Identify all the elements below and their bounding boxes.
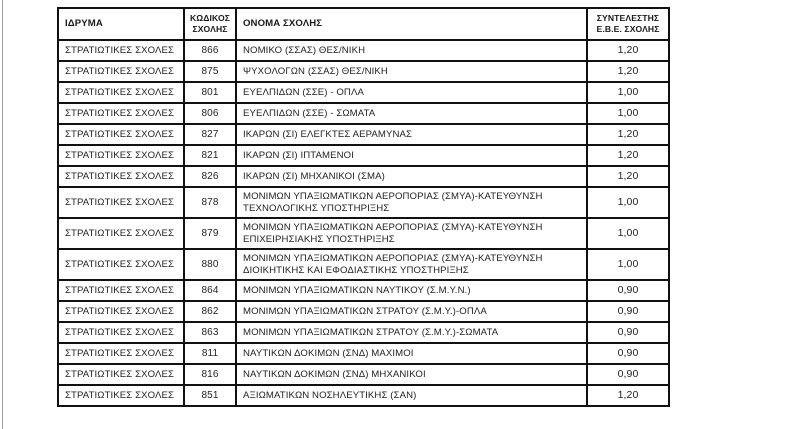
cell-coefficient: 1,20: [587, 385, 669, 406]
table-row: [58, 166, 669, 187]
cell-institution: ΣΤΡΑΤΙΩΤΙΚΕΣ ΣΧΟΛΕΣ: [58, 124, 184, 145]
cell-coefficient: 0,90: [587, 322, 669, 343]
school-name-line1: ΙΚΑΡΩΝ (ΣΙ) ΙΠΤΑΜΕΝΟΙ: [243, 149, 354, 161]
cell-coefficient: 1,20: [587, 124, 669, 145]
cell-school-name: [236, 322, 587, 343]
cell-school-code: 864: [184, 280, 236, 301]
school-name-line1: ΜΟΝΙΜΩΝ ΥΠΑΞΙΩΜΑΤΙΚΩΝ ΣΤΡΑΤΟΥ (Σ.Μ.Υ.)-ΣΩΜΑΤΑ: [243, 326, 499, 338]
cell-school-name: [236, 124, 587, 145]
table-row: [58, 82, 669, 103]
cell-coefficient: 1,20: [587, 40, 669, 61]
school-name-line1: ΝΑΥΤΙΚΩΝ ΔΟΚΙΜΩΝ (ΣΝΔ) ΜΑΧΙΜΟΙ: [243, 347, 414, 359]
school-name-line2: ΔΙΟΙΚΗΤΙΚΗΣ ΚΑΙ ΕΦΟΔΙΑΣΤΙΚΗΣ ΥΠΟΣΤΗΡΙΞΗΣ: [243, 264, 469, 276]
cell-coefficient: 0,90: [587, 301, 669, 322]
cell-institution: ΣΤΡΑΤΙΩΤΙΚΕΣ ΣΧΟΛΕΣ: [58, 343, 184, 364]
schools-coefficient-table: [57, 7, 670, 407]
cell-coefficient: 0,90: [587, 280, 669, 301]
school-name-line1: ΜΟΝΙΜΩΝ ΥΠΑΞΙΩΜΑΤΙΚΩΝ ΑΕΡΟΠΟΡΙΑΣ (ΣΜΥΑ)-ΚΑΤΕΥΘΥΝΣΗ: [243, 191, 543, 202]
cell-institution: ΣΤΡΑΤΙΩΤΙΚΕΣ ΣΧΟΛΕΣ: [58, 40, 184, 61]
table-header-row: [58, 8, 669, 40]
cell-institution: ΣΤΡΑΤΙΩΤΙΚΕΣ ΣΧΟΛΕΣ: [58, 364, 184, 385]
header-coefficient: [587, 8, 669, 40]
cell-institution: ΣΤΡΑΤΙΩΤΙΚΕΣ ΣΧΟΛΕΣ: [58, 187, 184, 218]
cell-coefficient: 1,00: [587, 187, 669, 218]
cell-school-name: [236, 301, 587, 322]
cell-institution: ΣΤΡΑΤΙΩΤΙΚΕΣ ΣΧΟΛΕΣ: [58, 61, 184, 82]
cell-school-code: 879: [184, 218, 236, 249]
cell-institution: ΣΤΡΑΤΙΩΤΙΚΕΣ ΣΧΟΛΕΣ: [58, 82, 184, 103]
cell-school-code: 875: [184, 61, 236, 82]
header-school-code-line2: ΣΧΟΛΗΣ: [192, 24, 228, 34]
table-row: [58, 322, 669, 343]
cell-institution: ΣΤΡΑΤΙΩΤΙΚΕΣ ΣΧΟΛΕΣ: [58, 322, 184, 343]
table-row: [58, 40, 669, 61]
cell-school-name: [236, 145, 587, 166]
cell-school-name: [236, 82, 587, 103]
header-school-code: [184, 8, 236, 40]
cell-school-code: 863: [184, 322, 236, 343]
school-name-line1: ΕΥΕΛΠΙΔΩΝ (ΣΣΕ) - ΟΠΛΑ: [243, 86, 364, 98]
cell-school-name: [236, 218, 587, 249]
cell-institution: ΣΤΡΑΤΙΩΤΙΚΕΣ ΣΧΟΛΕΣ: [58, 145, 184, 166]
cell-coefficient: 1,20: [587, 166, 669, 187]
header-school-name: ΟΝΟΜΑ ΣΧΟΛΗΣ: [236, 8, 587, 40]
school-name-line1: ΑΞΙΩΜΑΤΙΚΩΝ ΝΟΣΗΛΕΥΤΙΚΗΣ (ΣΑΝ): [243, 389, 417, 401]
cell-school-name: [236, 166, 587, 187]
cell-school-code: 878: [184, 187, 236, 218]
table-row: [58, 124, 669, 145]
cell-school-name: [236, 385, 587, 406]
cell-school-name: [236, 280, 587, 301]
cell-institution: ΣΤΡΑΤΙΩΤΙΚΕΣ ΣΧΟΛΕΣ: [58, 385, 184, 406]
cell-coefficient: 1,00: [587, 249, 669, 280]
cell-school-name: [236, 343, 587, 364]
cell-school-code: 862: [184, 301, 236, 322]
school-name-line1: ΙΚΑΡΩΝ (ΣΙ) ΜΗΧΑΝΙΚΟΙ (ΣΜΑ): [243, 170, 385, 182]
cell-school-name: [236, 61, 587, 82]
cell-institution: ΣΤΡΑΤΙΩΤΙΚΕΣ ΣΧΟΛΕΣ: [58, 249, 184, 280]
table-row: [58, 385, 669, 406]
table-row: [58, 249, 669, 280]
cell-school-code: 827: [184, 124, 236, 145]
school-name-line1: ΙΚΑΡΩΝ (ΣΙ) ΕΛΕΓΚΤΕΣ ΑΕΡΑΜΥΝΑΣ: [243, 128, 413, 140]
cell-school-code: 866: [184, 40, 236, 61]
school-name-line1: ΜΟΝΙΜΩΝ ΥΠΑΞΙΩΜΑΤΙΚΩΝ ΑΕΡΟΠΟΡΙΑΣ (ΣΜΥΑ)-ΚΑΤΕΥΘΥΝΣΗ: [243, 253, 543, 264]
table-row: [58, 103, 669, 124]
cell-coefficient: 1,00: [587, 218, 669, 249]
cell-school-name: [236, 364, 587, 385]
header-school-code-line1: ΚΩΔΙΚΟΣ: [189, 13, 230, 23]
cell-school-name: [236, 103, 587, 124]
table-row: [58, 187, 669, 218]
cell-coefficient: 0,90: [587, 343, 669, 364]
table-body: [58, 40, 669, 406]
school-name-line1: ΜΟΝΙΜΩΝ ΥΠΑΞΙΩΜΑΤΙΚΩΝ ΝΑΥΤΙΚΟΥ (Σ.Μ.Υ.Ν.): [243, 284, 471, 296]
school-name-line2: ΕΠΙΧΕΙΡΗΣΙΑΚΗΣ ΥΠΟΣΤΗΡΙΞΗΣ: [243, 233, 395, 245]
table-row: [58, 280, 669, 301]
cell-coefficient: 1,00: [587, 103, 669, 124]
cell-school-name: [236, 249, 587, 280]
cell-coefficient: 1,20: [587, 145, 669, 166]
cell-institution: ΣΤΡΑΤΙΩΤΙΚΕΣ ΣΧΟΛΕΣ: [58, 301, 184, 322]
cell-school-code: 801: [184, 82, 236, 103]
cell-coefficient: 0,90: [587, 364, 669, 385]
school-name-line1: ΝΑΥΤΙΚΩΝ ΔΟΚΙΜΩΝ (ΣΝΔ) ΜΗΧΑΝΙΚΟΙ: [243, 368, 426, 380]
cell-institution: ΣΤΡΑΤΙΩΤΙΚΕΣ ΣΧΟΛΕΣ: [58, 166, 184, 187]
school-name-line1: ΝΟΜΙΚΟ (ΣΣΑΣ) ΘΕΣ/ΝΙΚΗ: [243, 44, 366, 56]
cell-institution: ΣΤΡΑΤΙΩΤΙΚΕΣ ΣΧΟΛΕΣ: [58, 280, 184, 301]
cell-coefficient: 1,20: [587, 61, 669, 82]
cell-school-code: 826: [184, 166, 236, 187]
cell-school-code: 811: [184, 343, 236, 364]
header-institution: ΙΔΡΥΜΑ: [58, 8, 184, 40]
cell-school-code: 806: [184, 103, 236, 124]
cell-coefficient: 1,00: [587, 82, 669, 103]
header-coefficient-line1: ΣΥΝΤΕΛΕΣΤΗΣ: [596, 13, 660, 23]
header-coefficient-line2: Ε.Β.Ε. ΣΧΟΛΗΣ: [596, 24, 660, 34]
school-name-line1: ΜΟΝΙΜΩΝ ΥΠΑΞΙΩΜΑΤΙΚΩΝ ΣΤΡΑΤΟΥ (Σ.Μ.Υ.)-ΟΠΛΑ: [243, 305, 487, 317]
table-row: [58, 301, 669, 322]
school-name-line1: ΨΥΧΟΛΟΓΩΝ (ΣΣΑΣ) ΘΕΣ/ΝΙΚΗ: [243, 65, 388, 77]
school-name-line1: ΕΥΕΛΠΙΔΩΝ (ΣΣΕ) - ΣΩΜΑΤΑ: [243, 107, 376, 119]
table-row: [58, 145, 669, 166]
school-name-line1: ΜΟΝΙΜΩΝ ΥΠΑΞΙΩΜΑΤΙΚΩΝ ΑΕΡΟΠΟΡΙΑΣ (ΣΜΥΑ)-ΚΑΤΕΥΘΥΝΣΗ: [243, 222, 543, 233]
cell-school-code: 821: [184, 145, 236, 166]
cell-institution: ΣΤΡΑΤΙΩΤΙΚΕΣ ΣΧΟΛΕΣ: [58, 218, 184, 249]
page-edge-divider: [2, 0, 3, 429]
school-name-line2: ΤΕΧΝΟΛΟΓΙΚΗΣ ΥΠΟΣΤΗΡΙΞΗΣ: [243, 202, 390, 214]
cell-institution: ΣΤΡΑΤΙΩΤΙΚΕΣ ΣΧΟΛΕΣ: [58, 103, 184, 124]
table-row: [58, 343, 669, 364]
cell-school-code: 851: [184, 385, 236, 406]
cell-school-code: 880: [184, 249, 236, 280]
cell-school-name: [236, 187, 587, 218]
cell-school-name: [236, 40, 587, 61]
table-row: [58, 61, 669, 82]
cell-school-code: 816: [184, 364, 236, 385]
table-row: [58, 218, 669, 249]
table-row: [58, 364, 669, 385]
